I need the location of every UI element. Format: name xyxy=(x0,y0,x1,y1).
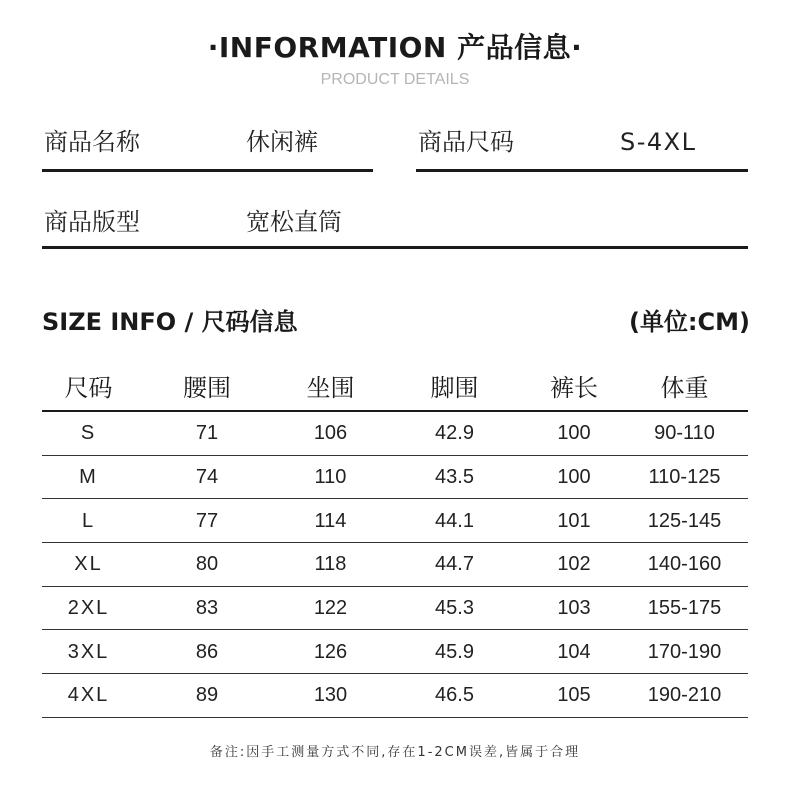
table-row xyxy=(42,412,748,456)
size-table-body xyxy=(42,412,748,718)
cell-waist: 89 xyxy=(195,684,219,707)
cell-size: S xyxy=(80,422,97,445)
page-title: ·INFORMATION 产品信息· xyxy=(207,31,583,64)
table-row xyxy=(42,499,748,543)
cell-length: 104 xyxy=(557,640,591,663)
cell-leg-opening: 46.5 xyxy=(435,684,474,707)
cell-size: 3XL xyxy=(67,640,110,663)
cell-hip: 118 xyxy=(314,553,347,576)
cell-size: 4XL xyxy=(67,684,110,707)
cell-waist: 71 xyxy=(195,422,219,445)
product-fit-label: 商品版型 xyxy=(44,208,140,236)
size-info-heading: SIZE INFO / 尺码信息 xyxy=(42,308,298,336)
cell-length: 103 xyxy=(557,597,591,620)
cell-weight: 90-110 xyxy=(654,422,715,445)
cell-weight: 125-145 xyxy=(647,509,722,532)
cell-leg-opening: 45.3 xyxy=(435,597,474,620)
column-header-size: 尺码 xyxy=(64,374,113,402)
cell-weight: 190-210 xyxy=(647,684,722,707)
cell-length: 100 xyxy=(557,422,591,445)
table-row xyxy=(42,674,748,718)
cell-hip: 114 xyxy=(314,509,347,532)
cell-weight: 170-190 xyxy=(647,640,722,663)
table-row xyxy=(42,630,748,674)
cell-leg-opening: 44.7 xyxy=(435,553,474,576)
table-row xyxy=(42,456,748,500)
table-row xyxy=(42,543,748,587)
cell-waist: 86 xyxy=(195,640,219,663)
cell-waist: 83 xyxy=(195,597,219,620)
column-header-waist: 腰围 xyxy=(183,374,231,402)
product-size-label: 商品尺码 xyxy=(418,128,514,156)
cell-hip: 122 xyxy=(313,597,348,620)
cell-hip: 106 xyxy=(313,422,348,445)
cell-weight: 140-160 xyxy=(647,553,722,576)
column-header-weight: 体重 xyxy=(660,374,709,402)
size-table-header xyxy=(42,366,748,412)
cell-waist: 80 xyxy=(195,553,219,576)
cell-leg-opening: 44.1 xyxy=(435,509,474,532)
table-row xyxy=(42,587,748,631)
column-header-length: 裤长 xyxy=(550,374,598,402)
product-size-value: S-4XL xyxy=(620,128,697,156)
cell-length: 102 xyxy=(557,553,591,576)
cell-leg-opening: 42.9 xyxy=(435,422,474,445)
cell-size: L xyxy=(81,509,96,532)
page-subtitle: PRODUCT DETAILS xyxy=(320,71,470,88)
info-divider xyxy=(416,169,748,172)
cell-waist: 77 xyxy=(195,509,219,532)
cell-length: 101 xyxy=(557,509,591,532)
cell-size: XL xyxy=(74,553,103,576)
cell-size: M xyxy=(79,466,98,489)
cell-size: 2XL xyxy=(67,597,110,620)
cell-hip: 110 xyxy=(314,466,347,489)
product-name-label: 商品名称 xyxy=(44,128,140,156)
info-divider xyxy=(42,169,373,172)
cell-leg-opening: 45.9 xyxy=(435,640,474,663)
cell-length: 100 xyxy=(557,466,591,489)
column-header-hip: 坐围 xyxy=(306,374,355,402)
product-fit-value: 宽松直筒 xyxy=(246,208,342,236)
cell-weight: 110-125 xyxy=(648,466,721,489)
info-divider xyxy=(42,246,748,249)
product-name-value: 休闲裤 xyxy=(246,128,318,156)
cell-weight: 155-175 xyxy=(647,597,722,620)
cell-waist: 74 xyxy=(195,466,219,489)
unit-label: (单位:CM) xyxy=(628,308,750,336)
cell-length: 105 xyxy=(557,684,591,707)
footnote: 备注:因手工测量方式不同,存在1-2CM误差,皆属于合理 xyxy=(209,745,581,760)
cell-hip: 126 xyxy=(313,640,348,663)
column-header-leg-opening: 脚围 xyxy=(430,374,479,402)
cell-hip: 130 xyxy=(313,684,348,707)
size-table xyxy=(42,366,748,718)
cell-leg-opening: 43.5 xyxy=(435,466,474,489)
